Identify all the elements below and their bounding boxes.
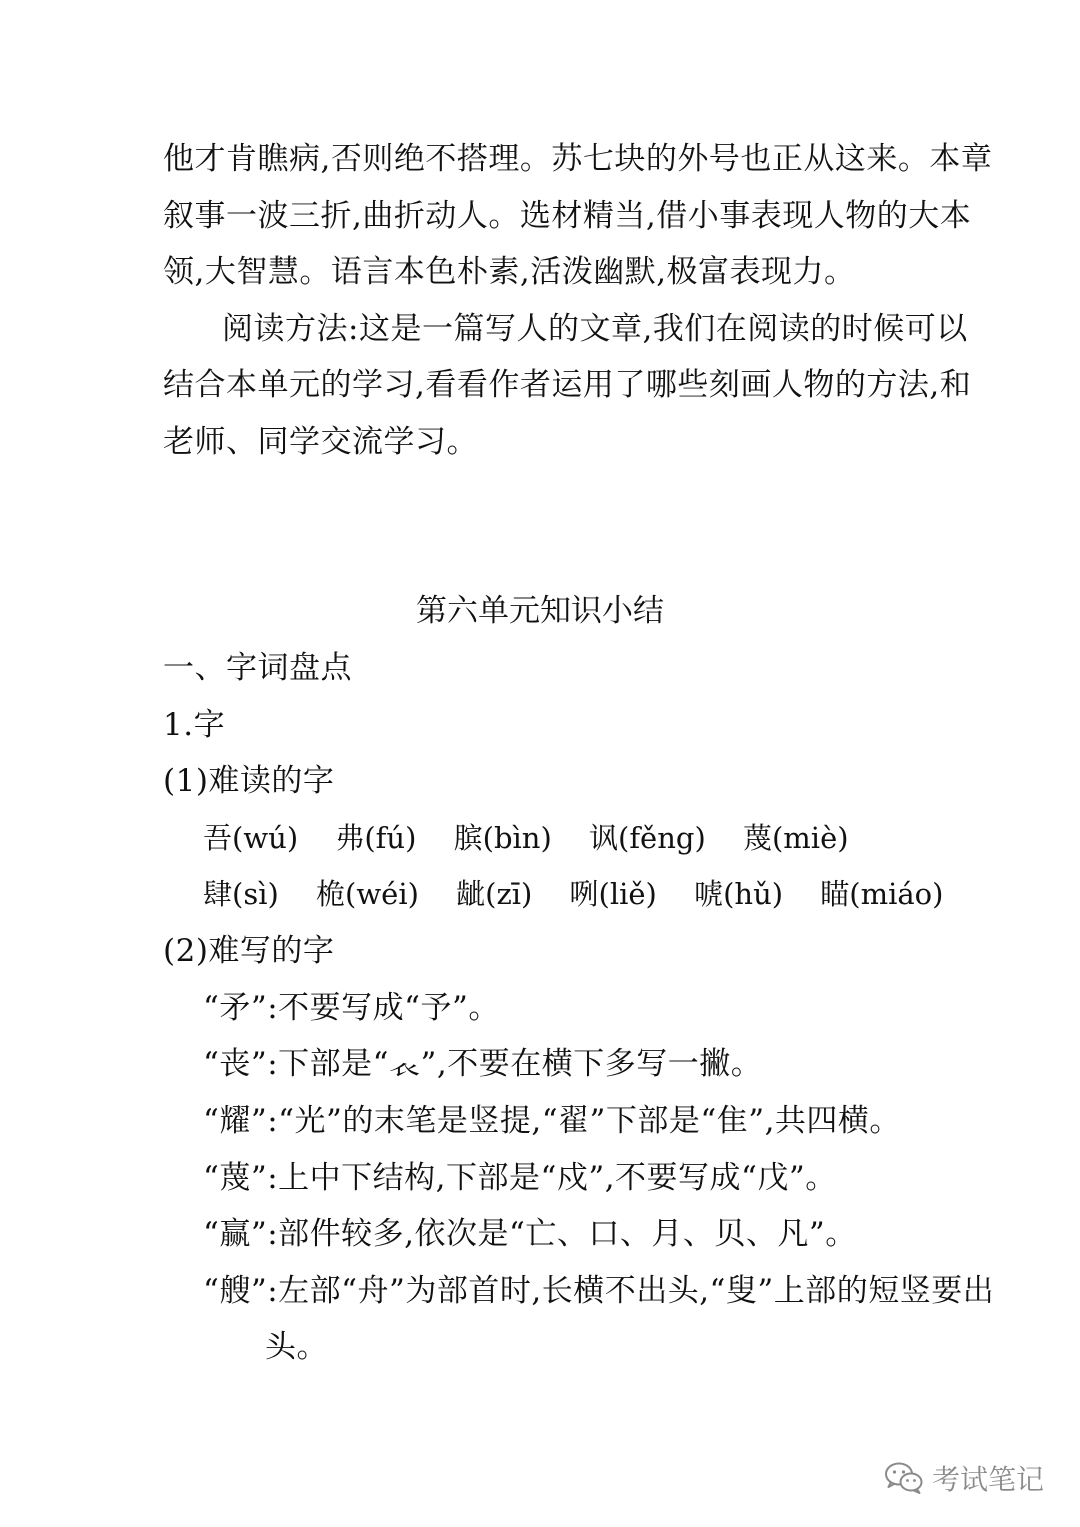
note-item: “蔑”:上中下结构,下部是“戍”,不要写成“戊”。	[203, 1160, 837, 1196]
method-line-3: 老师、同学交流学习。	[163, 424, 478, 460]
note-item: “丧”:下部是“𧘇”,不要在横下多写一撇。	[203, 1046, 763, 1082]
note-item: “耀”:“光”的末笔是竖提,“翟”下部是“隹”,共四横。	[203, 1103, 901, 1139]
pinyin-item: 咧(liě)	[569, 877, 657, 911]
section-heading: 一、字词盘点	[163, 650, 352, 686]
method-line-2: 结合本单元的学习,看看作者运用了哪些刻画人物的方法,和	[163, 367, 972, 403]
hard-to-read-heading: (1)难读的字	[163, 763, 335, 799]
watermark	[884, 1456, 1044, 1500]
pinyin-item: 瞄(miáo)	[820, 877, 944, 911]
note-continuation: 头。	[265, 1329, 328, 1365]
watermark-text: 考试笔记	[931, 1463, 1044, 1496]
wechat-icon	[884, 1461, 924, 1495]
intro-line-3: 领,大智慧。语言本色朴素,活泼幽默,极富表现力。	[163, 254, 856, 290]
pinyin-item: 弗(fú)	[335, 821, 417, 855]
pinyin-row-1	[203, 818, 877, 858]
pinyin-item: 唬(hǔ)	[694, 877, 784, 911]
pinyin-item: 肆(sì)	[203, 877, 279, 911]
pinyin-item: 桅(wéi)	[316, 877, 419, 911]
hard-to-write-heading: (2)难写的字	[163, 933, 335, 969]
method-line-1: 阅读方法:这是一篇写人的文章,我们在阅读的时候可以	[222, 311, 968, 347]
pinyin-item: 吾(wú)	[203, 821, 299, 855]
pinyin-row-2	[203, 874, 971, 914]
pinyin-item: 龇(zī)	[456, 877, 533, 911]
intro-line-1: 他才肯瞧病,否则绝不搭理。苏七块的外号也正从这来。本章	[163, 141, 993, 177]
note-item: “赢”:部件较多,依次是“亡、口、月、贝、凡”。	[203, 1216, 857, 1252]
note-item: “矛”:不要写成“予”。	[203, 990, 500, 1026]
pinyin-item: 蔑(miè)	[742, 821, 849, 855]
subsection-heading: 1.字	[163, 707, 226, 743]
note-item: “艘”:左部“舟”为部首时,长横不出头,“叟”上部的短竖要出	[203, 1273, 995, 1309]
pinyin-item: 讽(fěng)	[589, 821, 706, 855]
summary-title: 第六单元知识小结	[416, 593, 664, 629]
pinyin-item: 膑(bìn)	[453, 821, 552, 855]
intro-line-2: 叙事一波三折,曲折动人。选材精当,借小事表现人物的大本	[163, 198, 972, 234]
